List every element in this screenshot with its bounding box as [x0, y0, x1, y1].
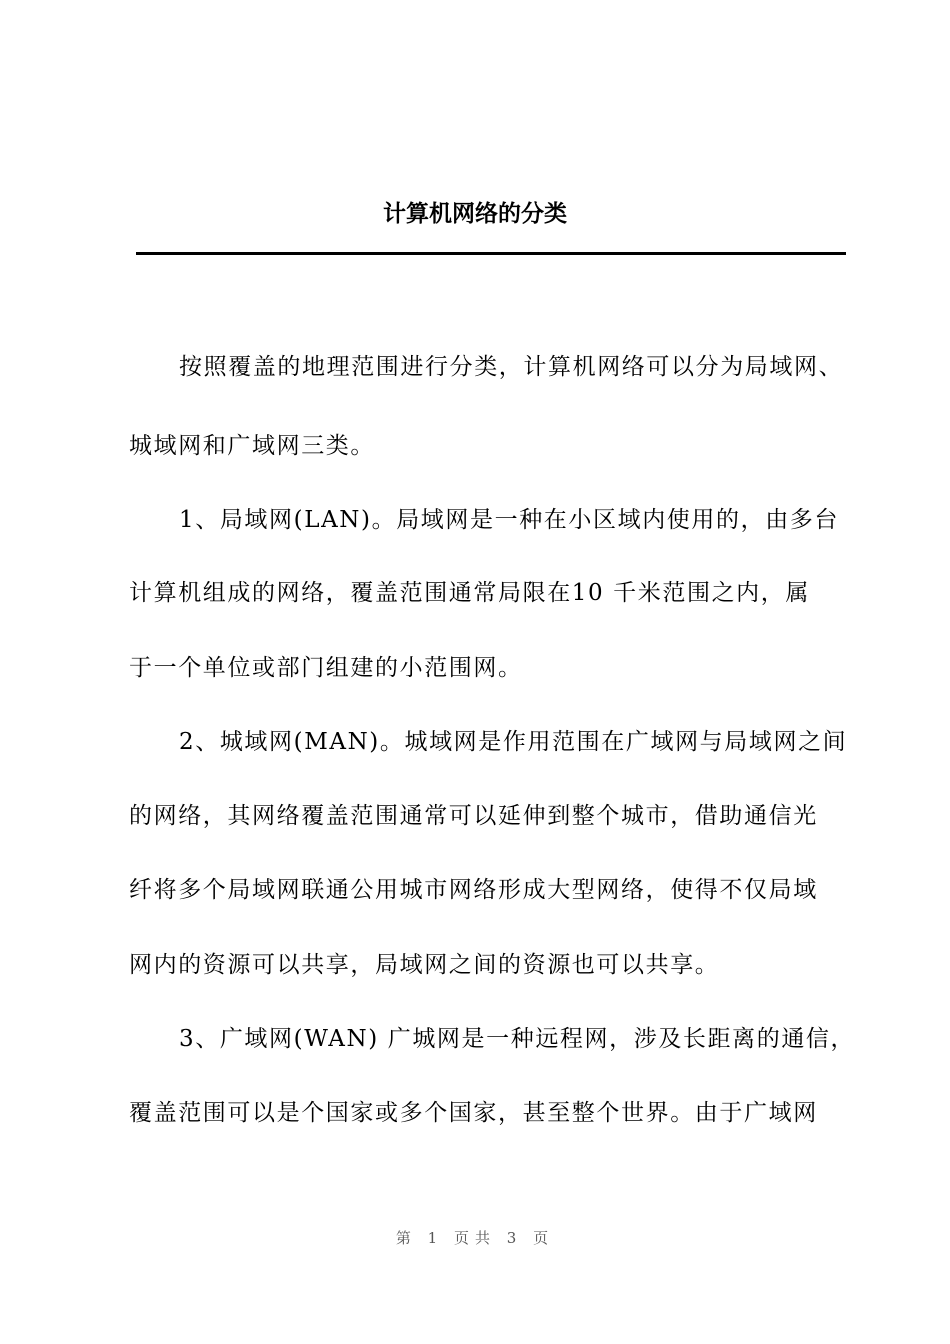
paragraph-lan-line-2: 计算机组成的网络，覆盖范围通常局限在10 千米范围之内，属	[129, 580, 810, 606]
paragraph-intro-line-2: 城域网和广域网三类。	[129, 433, 375, 459]
page-number-footer: 第 1 页共 3 页	[395, 1229, 555, 1247]
paragraph-man-line-4: 网内的资源可以共享，局域网之间的资源也可以共享。	[129, 952, 720, 978]
paragraph-man-line-2: 的网络，其网络覆盖范围通常可以延伸到整个城市，借助通信光	[129, 803, 818, 829]
paragraph-intro-line-1: 按照覆盖的地理范围进行分类，计算机网络可以分为局域网、	[179, 354, 844, 380]
paragraph-man-line-1: 2、城域网(MAN)。城域网是作用范围在广域网与局域网之间	[179, 729, 848, 755]
document-title: 计算机网络的分类	[383, 201, 567, 227]
paragraph-man-line-3: 纤将多个局域网联通公用城市网络形成大型网络，使得不仅局域	[129, 877, 818, 903]
title-underline-divider	[136, 252, 846, 255]
paragraph-wan-line-1: 3、广域网(WAN) 广城网是一种远程网，涉及长距离的通信，	[179, 1026, 856, 1052]
paragraph-lan-line-1: 1、局域网(LAN)。局域网是一种在小区域内使用的，由多台	[179, 507, 839, 533]
paragraph-lan-line-3: 于一个单位或部门组建的小范围网。	[129, 655, 523, 681]
paragraph-wan-line-2: 覆盖范围可以是个国家或多个国家，甚至整个世界。由于广域网	[129, 1100, 818, 1126]
